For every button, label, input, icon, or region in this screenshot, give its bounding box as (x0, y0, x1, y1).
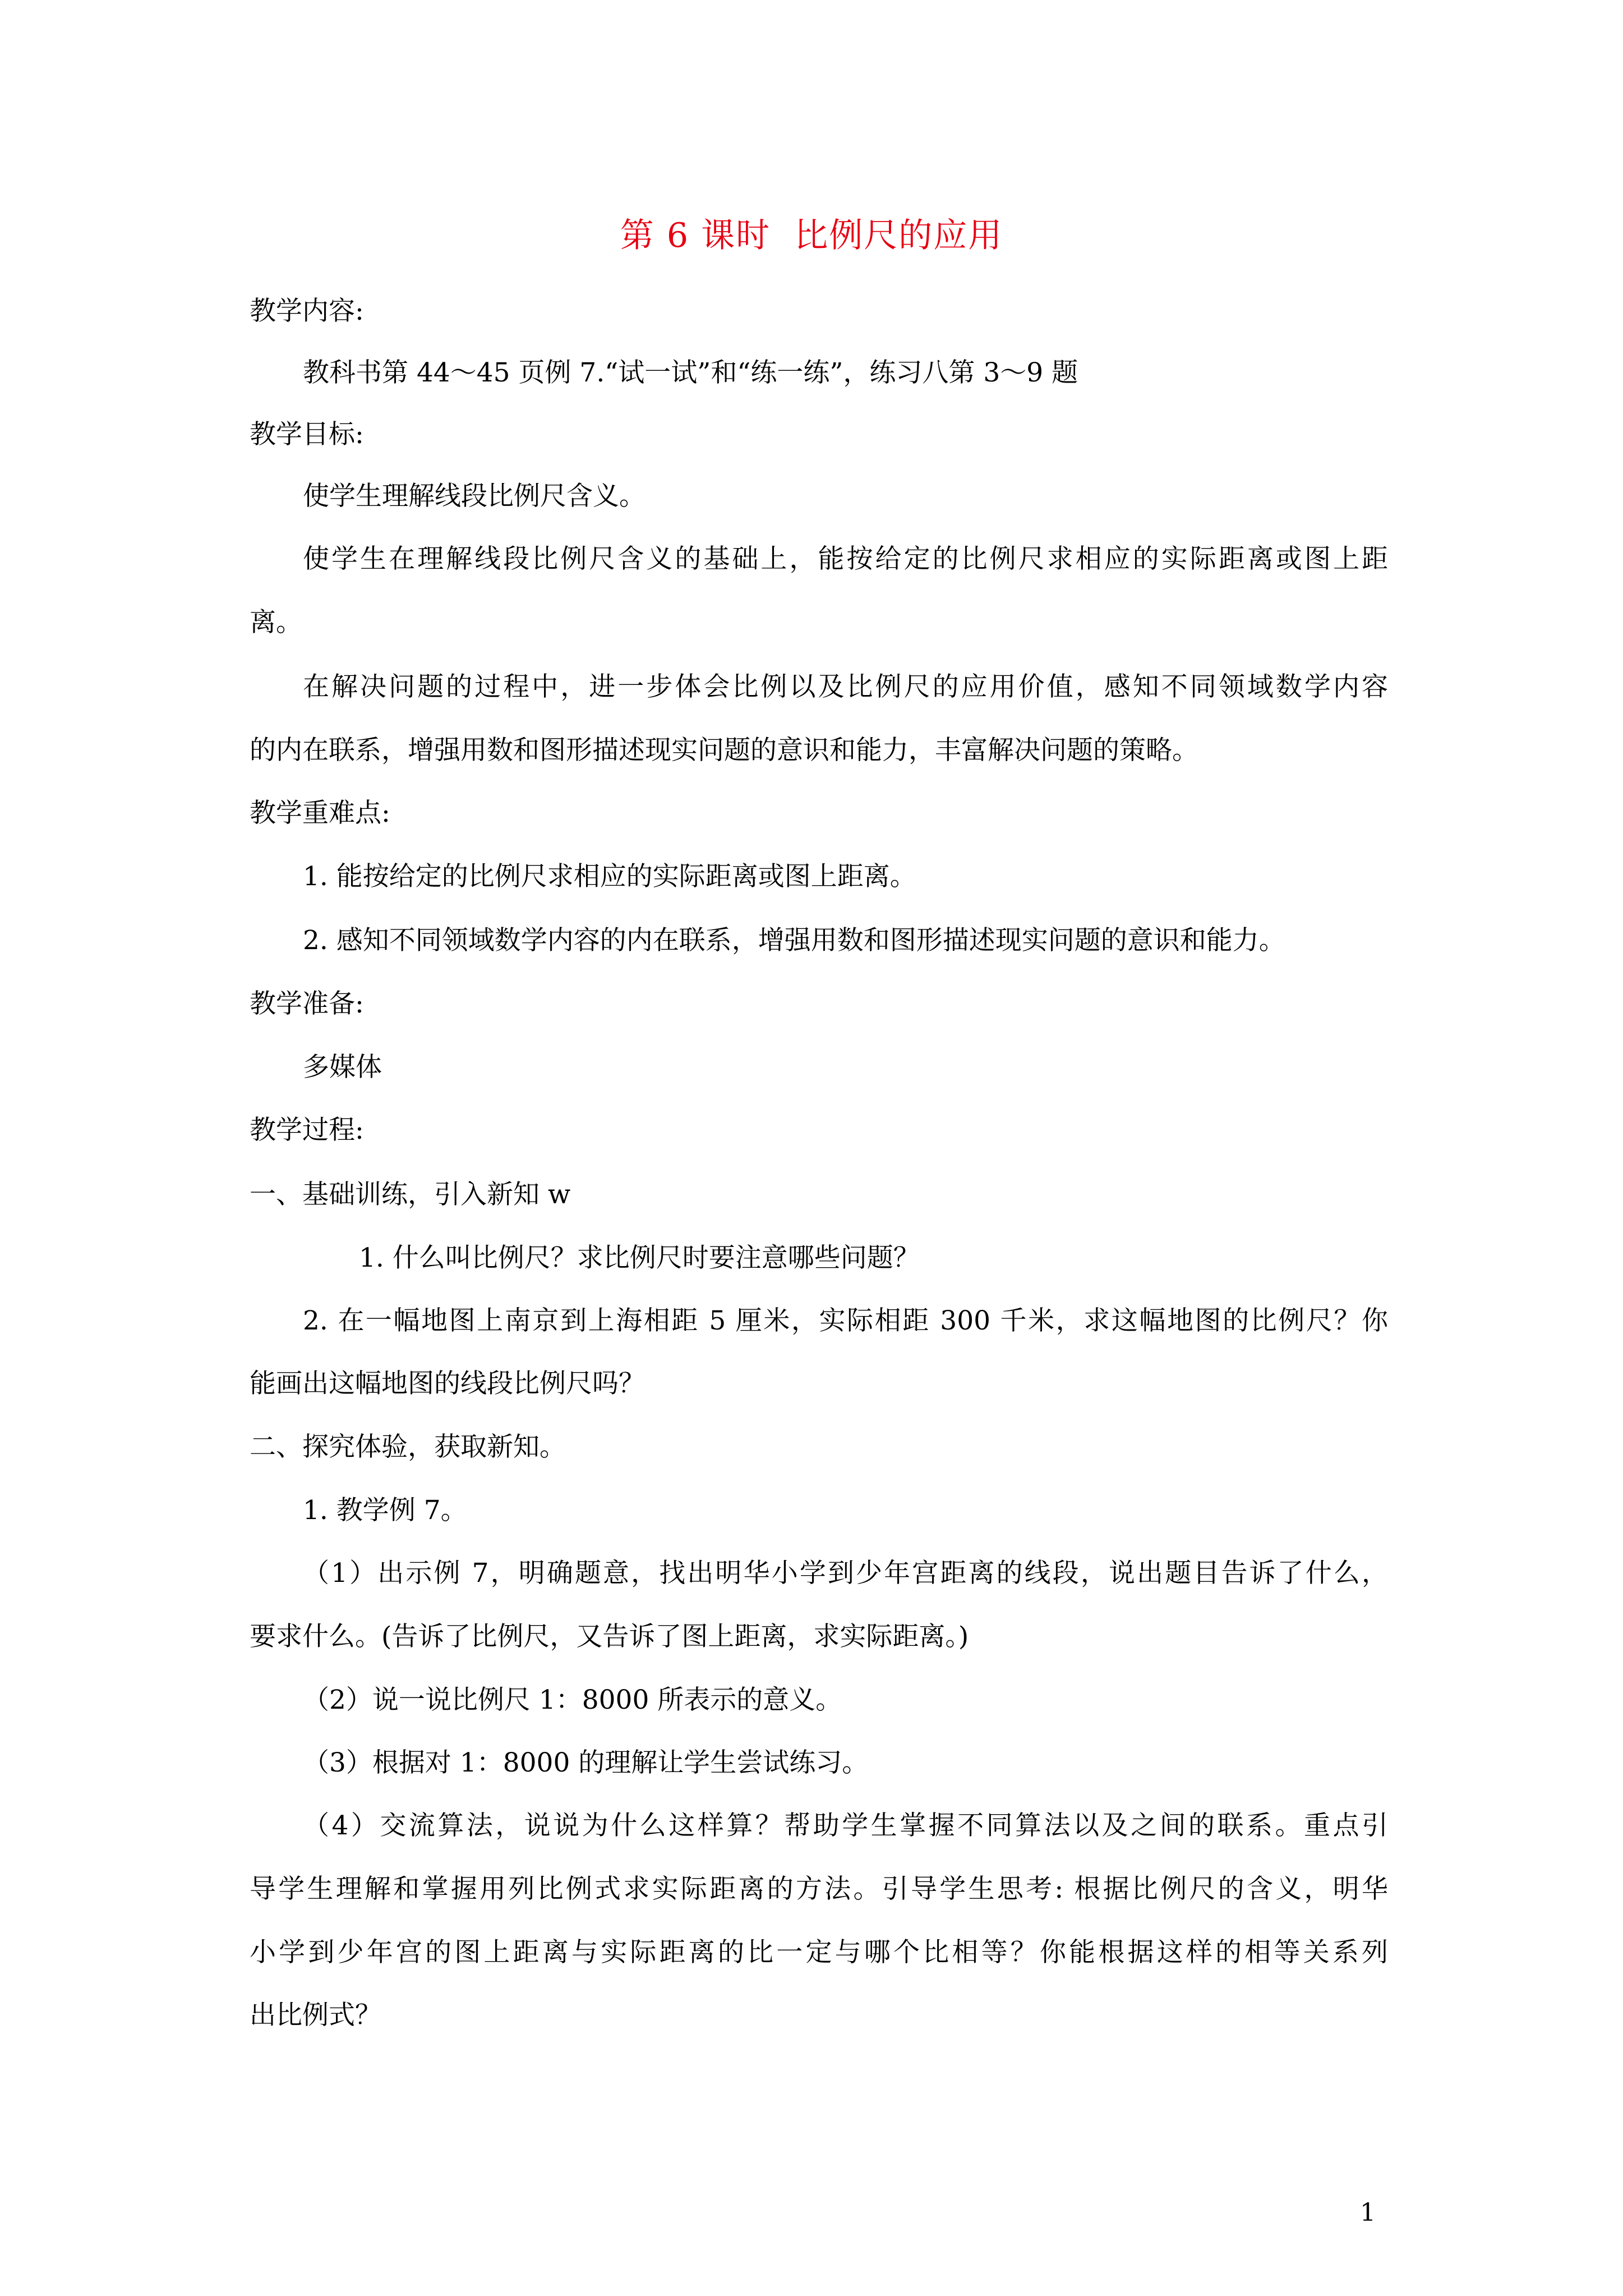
process-text: 2. 在一幅地图上南京到上海相距 5 厘米，实际相距 300 千米，求这幅地图的比例尺？你 (303, 1305, 1388, 1336)
process-text: 导学生理解和掌握用列比例式求实际距离的方法。引导学生思考: 根据比例尺的含义，明华 (250, 1874, 1388, 1904)
process-text: （4）交流算法，说说为什么这样算？帮助学生掌握不同算法以及之间的联系。重点引 (303, 1810, 1388, 1841)
section-heading-process: 教学过程: (250, 1115, 364, 1145)
process-text: 出比例式？ (250, 2000, 381, 2031)
process-text: 1. 什么叫比例尺？求比例尺时要注意哪些问题？ (359, 1243, 920, 1273)
preparation-text: 多媒体 (303, 1052, 382, 1083)
section-heading-content: 教学内容: (250, 296, 364, 326)
process-text: 要求什么。(告诉了比例尺，又告诉了图上距离，求实际距离。) (250, 1621, 969, 1652)
section-heading-objectives: 教学目标: (250, 419, 364, 450)
section-heading-preparation: 教学准备: (250, 988, 364, 1019)
process-text: 能画出这幅地图的线段比例尺吗？ (250, 1368, 645, 1399)
process-heading-2: 二、探究体验，获取新知。 (250, 1432, 566, 1462)
objective-text: 使学生理解线段比例尺含义。 (303, 481, 645, 512)
process-heading-1: 一、基础训练，引入新知 w (250, 1179, 571, 1210)
process-text: （3）根据对 1：8000 的理解让学生尝试练习。 (303, 1747, 869, 1778)
process-text: 小学到少年宫的图上距离与实际距离的比一定与哪个比相等？你能根据这样的相等关系列 (250, 1937, 1388, 1968)
objective-text: 的内在联系，增强用数和图形描述现实问题的意识和能力，丰富解决问题的策略。 (250, 735, 1198, 766)
process-text: （1）出示例 7，明确题意，找出明华小学到少年宫距离的线段，说出题目告诉了什么， (303, 1558, 1388, 1589)
process-text: 1. 教学例 7。 (303, 1495, 467, 1526)
objective-text: 使学生在理解线段比例尺含义的基础上，能按给定的比例尺求相应的实际距离或图上距 (303, 544, 1388, 574)
content-text: 教科书第 44～45 页例 7.“试一试”和“练一练”，练习八第 3～9 题 (303, 357, 1078, 388)
key-point-text: 2. 感知不同领域数学内容的内在联系，增强用数和图形描述现实问题的意识和能力。 (303, 925, 1285, 956)
page-number: 1 (1360, 2198, 1376, 2227)
section-heading-key-points: 教学重难点: (250, 798, 390, 829)
key-point-text: 1. 能按给定的比例尺求相应的实际距离或图上距离。 (303, 861, 916, 892)
lesson-title: 第 6 课时 比例尺的应用 (620, 216, 1003, 255)
process-text: （2）说一说比例尺 1：8000 所表示的意义。 (303, 1685, 842, 1715)
objective-text: 在解决问题的过程中，进一步体会比例以及比例尺的应用价值，感知不同领域数学内容 (303, 671, 1388, 702)
objective-text: 离。 (250, 607, 302, 638)
